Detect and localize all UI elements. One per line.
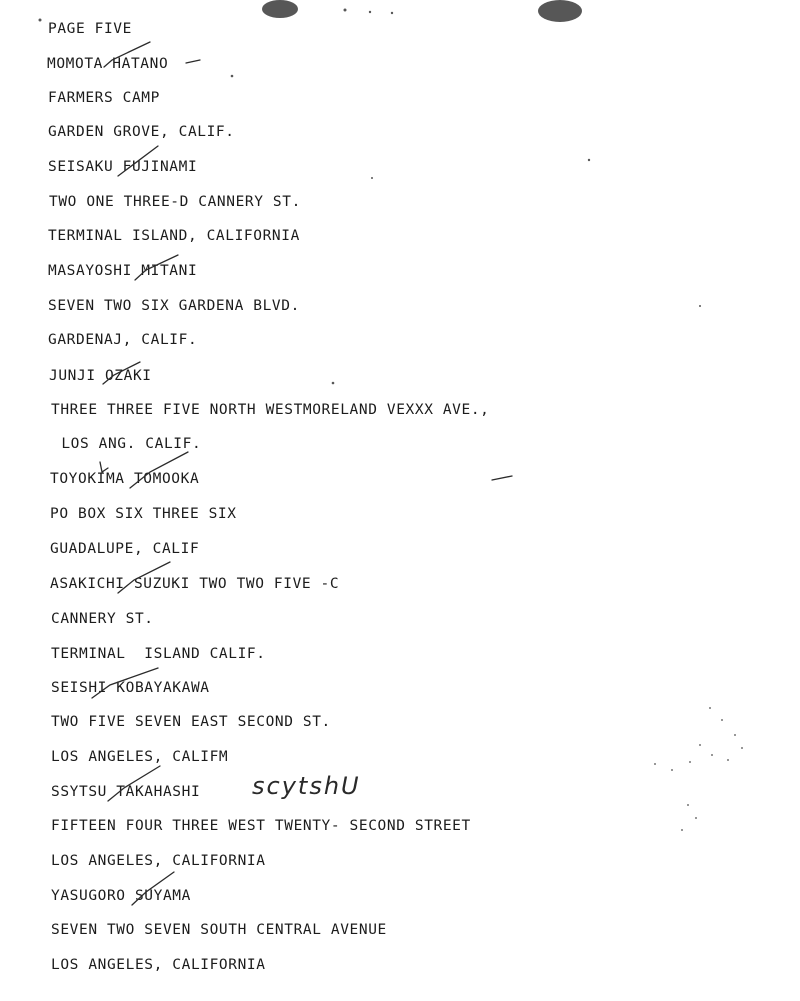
check-mark [130, 452, 188, 488]
address-line: TWO ONE THREE-D CANNERY ST. [49, 194, 301, 210]
handwritten-note: scytshU [252, 772, 361, 800]
check-mark [108, 766, 160, 801]
address-line: GARDENAJ, CALIF. [48, 332, 198, 348]
address-line: TERMINAL ISLAND CALIF. [51, 646, 266, 662]
name-toyokima-tomooka: TOYOKIMA TOMOOKA [50, 471, 200, 487]
address-line: PO BOX SIX THREE SIX [50, 506, 237, 522]
address-line: LOS ANGELES, CALIFORNIA [51, 853, 266, 869]
name-yasugoro-suyama: YASUGORO SUYAMA [51, 888, 191, 904]
address-line: GUADALUPE, CALIF [50, 541, 200, 557]
check-mark [118, 146, 158, 176]
address-line: SEVEN TWO SIX GARDENA BLVD. [48, 298, 300, 314]
check-mark [132, 872, 174, 905]
address-line: LOS ANGELES, CALIFORNIA [51, 957, 266, 973]
address-line: FARMERS CAMP [48, 90, 160, 106]
address-line: TERMINAL ISLAND, CALIFORNIA [48, 228, 300, 244]
name-momota-hatano: MOMOTA HATANO [47, 56, 169, 72]
name-seisaku-fujinami: SEISAKU FUJINAMI [48, 159, 198, 175]
name-asakichi-suzuki: ASAKICHI SUZUKI TWO TWO FIVE -C [50, 576, 340, 592]
dash-mark [492, 476, 512, 480]
check-mark [100, 462, 108, 472]
address-line: SEVEN TWO SEVEN SOUTH CENTRAL AVENUE [51, 922, 387, 938]
name-ssytsu-takahashi: SSYTSU TAKAHASHI [51, 784, 201, 800]
page-heading: PAGE FIVE [48, 21, 132, 37]
speckle-cluster [654, 707, 743, 831]
address-line: CANNERY ST. [51, 611, 154, 627]
address-line: LOS ANG. CALIF. [52, 436, 202, 452]
check-mark [104, 42, 150, 67]
address-line: LOS ANGELES, CALIFM [51, 749, 229, 765]
dash-mark [186, 60, 200, 63]
address-line: THREE THREE FIVE NORTH WESTMORELAND VEXXX AVE., [51, 402, 490, 418]
check-mark [92, 668, 158, 698]
check-mark [135, 255, 178, 280]
name-junji-ozaki: JUNJI OZAKI [49, 368, 152, 384]
name-seishi-kobayakawa: SEISHI KOBAYAKAWA [51, 680, 210, 696]
address-line: TWO FIVE SEVEN EAST SECOND ST. [51, 714, 331, 730]
address-line: GARDEN GROVE, CALIF. [48, 124, 235, 140]
name-masayoshi-mitani: MASAYOSHI MITANI [48, 263, 198, 279]
address-line: FIFTEEN FOUR THREE WEST TWENTY- SECOND STREET [51, 818, 471, 834]
scan-smudges [39, 0, 702, 384]
check-mark [103, 362, 140, 384]
check-mark [118, 562, 170, 593]
